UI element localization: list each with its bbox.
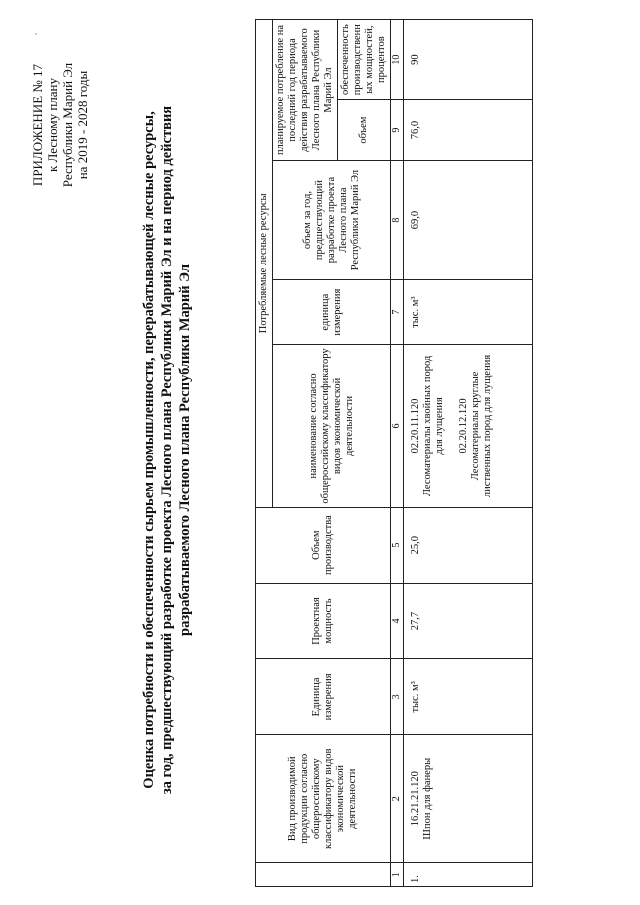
column-number: 4 — [391, 583, 404, 659]
appendix-period: на 2019 - 2028 годы — [75, 70, 90, 180]
header-design-capacity: Проектная мощность — [256, 583, 391, 659]
header-planned-volume: объем — [338, 100, 391, 161]
resource-name: Лесоматериалы хвойных пород для лущения — [422, 355, 445, 497]
product-name: Шпон для фанеры — [422, 757, 433, 840]
header-consumed-resources: Потребляемые лесные ресурсы — [256, 20, 273, 508]
production-volume-cell: 25,0 — [404, 507, 533, 583]
appendix-reference: к Лесному плану — [45, 78, 60, 173]
column-number: 7 — [391, 280, 404, 345]
header-row-1 — [256, 20, 273, 887]
volume-prev-year-cell: 69,0 — [404, 160, 533, 279]
column-number: 1 — [391, 863, 404, 887]
header-production-volume: Объем производства — [256, 507, 391, 583]
header-unit: Единица измерения — [256, 659, 391, 735]
column-number: 2 — [391, 735, 404, 863]
header-row-number — [256, 863, 391, 887]
title-line-3: разрабатываемого Лесного плана Республики Марий Эл — [177, 264, 193, 636]
header-product-type: Вид производимой продукции согласно общероссийскому классификатору видов экономической деятельности — [256, 735, 391, 863]
column-number: 3 — [391, 659, 404, 735]
design-capacity-cell: 27,7 — [404, 583, 533, 659]
header-planned-consumption: планируемое потребление на последний год периода действия разрабатываемого Лесного плана Республики Марий Эл — [273, 20, 338, 161]
column-number: 6 — [391, 345, 404, 508]
resource-unit-cell: тыс. м³ — [404, 280, 533, 345]
header-planned-provision: обеспеченность производственных мощностей, процентов — [338, 20, 391, 100]
title-line-1: Оценка потребности и обеспеченности сырьем промышленности, перерабатывающей лесные ресурсы, — [141, 111, 157, 789]
column-number: 8 — [391, 160, 404, 279]
column-number: 9 — [391, 100, 404, 161]
header-resource-name: наименование согласно общероссийскому классификатору видов экономической деятельности — [273, 345, 391, 508]
table-row — [404, 20, 533, 887]
row-number: 1. — [404, 863, 533, 887]
resource-code: 02.20.11.120 — [410, 398, 421, 454]
column-number: 5 — [391, 507, 404, 583]
unit-cell: тыс. м³ — [404, 659, 533, 735]
appendix-region: Республики Марий Эл — [60, 62, 75, 188]
product-code: 16.21.21.120 — [410, 771, 421, 827]
resource-code: 02.20.12.120 — [458, 398, 469, 454]
document-title — [140, 20, 194, 880]
title-line-2: за год, предшествующий разработке проекта Лесного плана Республики Марий Эл и на период действия — [159, 105, 175, 795]
appendix-header — [30, 35, 90, 215]
planned-volume-cell: 76,0 — [404, 100, 533, 161]
column-number-row — [391, 20, 404, 887]
resource-cell — [404, 345, 533, 508]
resource-table — [255, 19, 533, 887]
column-number: 10 — [391, 20, 404, 100]
resource-name: Лесоматериалы круглые лиственных пород для лущения — [470, 354, 493, 498]
header-resource-unit: единица измерения — [273, 280, 391, 345]
planned-provision-cell: 90 — [404, 20, 533, 100]
resource-spacer — [446, 348, 458, 504]
header-volume-prev-year: объем за год, предшествующий разработке проекта Лесного плана Республики Марий Эл — [273, 160, 391, 279]
appendix-number: ПРИЛОЖЕНИЕ № 17 — [30, 63, 45, 187]
product-cell — [404, 735, 533, 863]
